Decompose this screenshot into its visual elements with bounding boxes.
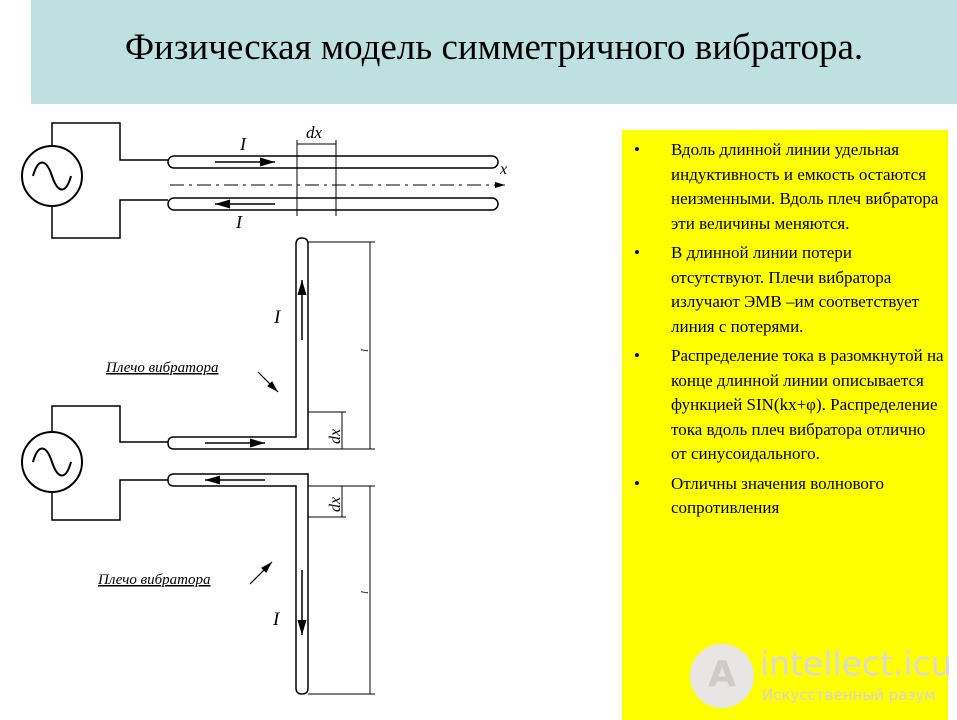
- arm-pointer-lower: [250, 562, 272, 584]
- bullet-marker: •: [634, 346, 640, 365]
- bullet-marker: •: [634, 473, 640, 493]
- x-axis-label: x: [500, 161, 508, 178]
- dx-label-line: dx: [306, 123, 323, 142]
- current-label-bottom: I: [236, 212, 242, 232]
- current-label-arm-upper: I: [274, 307, 281, 328]
- slide-title: Физическая модель симметричного вибратора.: [124, 27, 864, 68]
- bullet-list: [622, 130, 948, 521]
- dipole-diagram: [22, 238, 375, 694]
- watermark-logo-letter: A: [708, 654, 736, 695]
- bullet-item: [632, 344, 944, 467]
- feed-wire-bottom: [52, 200, 168, 238]
- bullet-item: [632, 241, 944, 339]
- arm-label-lower: Плечо вибратора: [98, 572, 211, 588]
- vibrator-diagram: [0, 110, 610, 720]
- bullet-item: [632, 138, 944, 236]
- long-line-diagram: [22, 123, 507, 238]
- watermark-name: intellect.icu: [760, 644, 952, 683]
- watermark-logo-icon: [690, 644, 754, 708]
- bullet-text: В длинной линии потери отсутствуют. Плечи вибратора излучают ЭМВ –им соответствует линия с потерями.: [671, 243, 920, 336]
- sine-wave-icon-dipole: [33, 449, 71, 476]
- sine-wave-icon: [33, 163, 71, 190]
- bullet-marker: •: [634, 140, 640, 159]
- length-label-lower: l: [359, 590, 371, 594]
- title-band: [31, 0, 957, 104]
- watermark: [688, 640, 957, 716]
- bullet-panel: [622, 130, 948, 720]
- watermark-tagline: Искусственный разум: [762, 686, 936, 704]
- arm-label-upper: Плечо вибратора: [106, 360, 219, 376]
- dx-label-lower: dx: [327, 496, 344, 512]
- feed-wire-top: [52, 123, 168, 160]
- dx-label-upper: dx: [327, 428, 344, 444]
- bullet-item: [632, 472, 944, 521]
- bullet-text: Отличны значения волнового сопротивления: [671, 473, 884, 517]
- bullet-text: Вдоль длинной линии удельная индуктивность и емкость остаются неизменными. Вдоль плеч вибратора эти величины меняются.: [671, 140, 939, 233]
- length-label-upper: l: [359, 348, 371, 352]
- dipole-arm-upper: [168, 238, 308, 449]
- arm-pointer-upper: [258, 372, 278, 392]
- bullet-text: Распределение тока в разомкнутой на конце длинной линии описывается функцией SIN(kx+φ). Распределение тока вдоль плеч вибратора отлично от синусоидального.: [671, 346, 944, 463]
- current-label-top: I: [240, 134, 246, 154]
- bullet-marker: •: [634, 243, 640, 262]
- current-label-arm-lower: I: [273, 609, 280, 630]
